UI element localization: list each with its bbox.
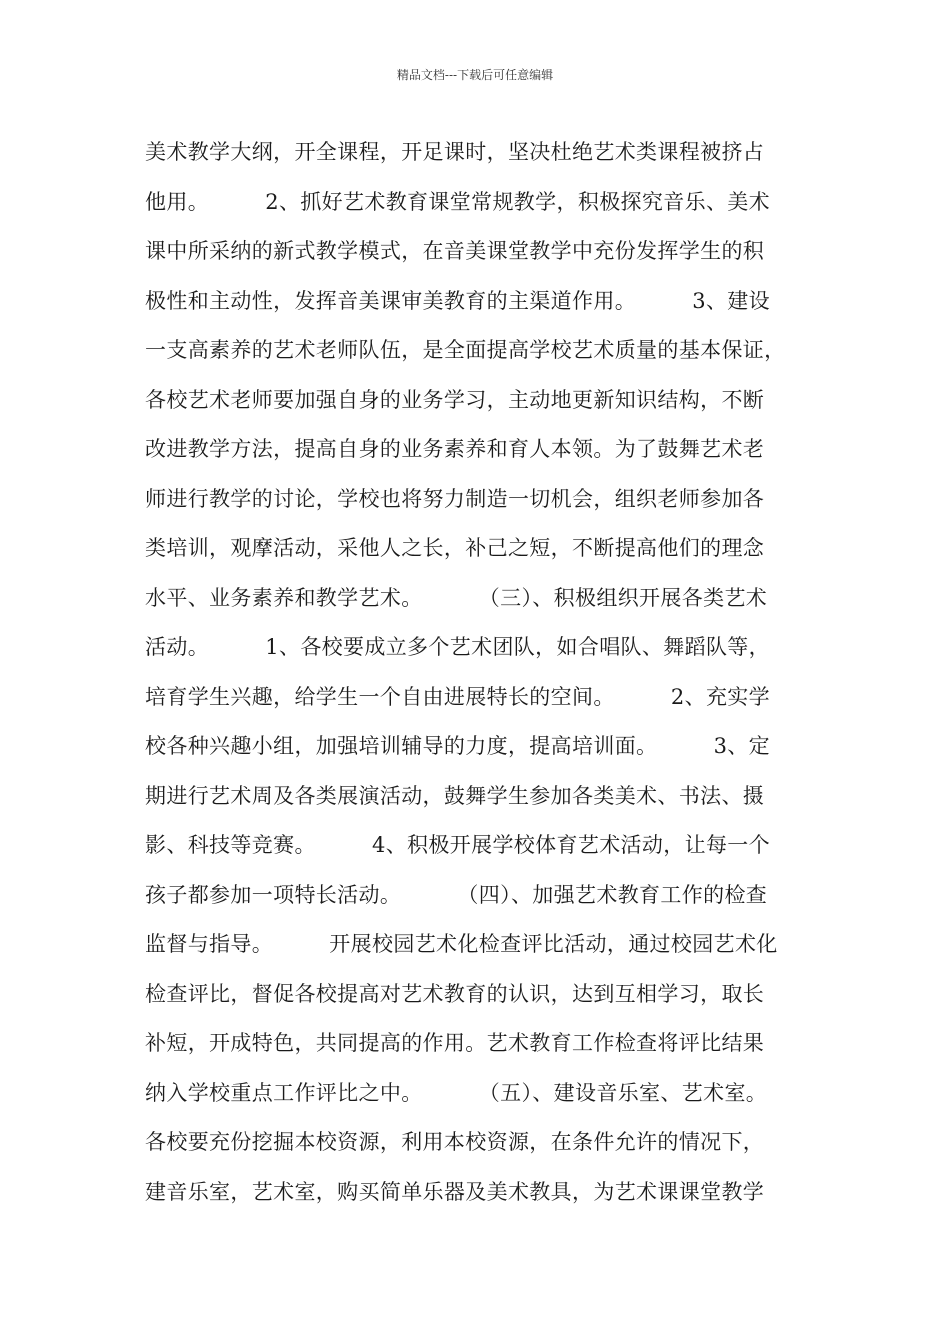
body-line: 一支高素养的艺术老师队伍，是全面提高学校艺术质量的基本保证， — [145, 338, 786, 362]
body-line: 活动。 1、各校要成立多个艺术团队，如合唱队、舞蹈队等， — [145, 635, 771, 659]
body-line: 师进行教学的讨论，学校也将努力制造一切机会，组织老师参加各 — [145, 486, 765, 511]
body-line: 纳入学校重点工作评比之中。 （五）、建设音乐室、艺术室。 — [145, 1080, 768, 1105]
body-line: 孩子都参加一项特长活动。 （四）、加强艺术教育工作的检查 — [145, 882, 768, 907]
document-body — [145, 128, 815, 1217]
page-header: 精品文档---下载后可任意编辑 — [396, 68, 554, 82]
body-line: 他用。 2、抓好艺术教育课堂常规教学，积极探究音乐、美术 — [145, 189, 771, 214]
body-line: 各校要充份挖掘本校资源，利用本校资源，在条件允许的情况下， — [145, 1130, 765, 1154]
body-line: 检查评比，督促各校提高对艺术教育的认识，达到互相学习，取长 — [145, 981, 765, 1006]
body-line: 监督与指导。 开展校园艺术化检查评比活动，通过校园艺术化 — [145, 932, 778, 956]
body-line: 各校艺术老师要加强自身的业务学习，主动地更新知识结构，不断 — [145, 387, 765, 412]
body-line: 期进行艺术周及各类展演活动，鼓舞学生参加各类美术、书法、摄 — [145, 783, 765, 808]
body-line: 补短，开成特色，共同提高的作用。艺术教育工作检查将评比结果 — [145, 1031, 765, 1055]
body-line: 校各种兴趣小组，加强培训辅导的力度，提高培训面。 3、定 — [145, 734, 771, 758]
body-line: 美术教学大纲，开全课程，开足课时，坚决杜绝艺术类课程被挤占 — [145, 140, 765, 164]
body-line: 改进教学方法，提高自身的业务素养和育人本领。为了鼓舞艺术老 — [145, 437, 765, 461]
body-line: 水平、业务素养和教学艺术。 （三）、积极组织开展各类艺术 — [145, 585, 768, 610]
body-line: 建音乐室，艺术室，购买简单乐器及美术教具，为艺术课课堂教学 — [145, 1179, 765, 1204]
body-line: 影、科技等竞赛。 4、积极开展学校体育艺术活动，让每一个 — [145, 833, 771, 857]
body-line: 培育学生兴趣，给学生一个自由进展特长的空间。 2、充实学 — [145, 684, 771, 709]
body-line: 极性和主动性，发挥音美课审美教育的主渠道作用。 3、建设 — [145, 288, 771, 313]
body-line: 类培训，观摩活动，采他人之长，补己之短，不断提高他们的理念 — [145, 536, 765, 560]
body-line: 课中所采纳的新式教学模式，在音美课堂教学中充份发挥学生的积 — [145, 239, 765, 263]
